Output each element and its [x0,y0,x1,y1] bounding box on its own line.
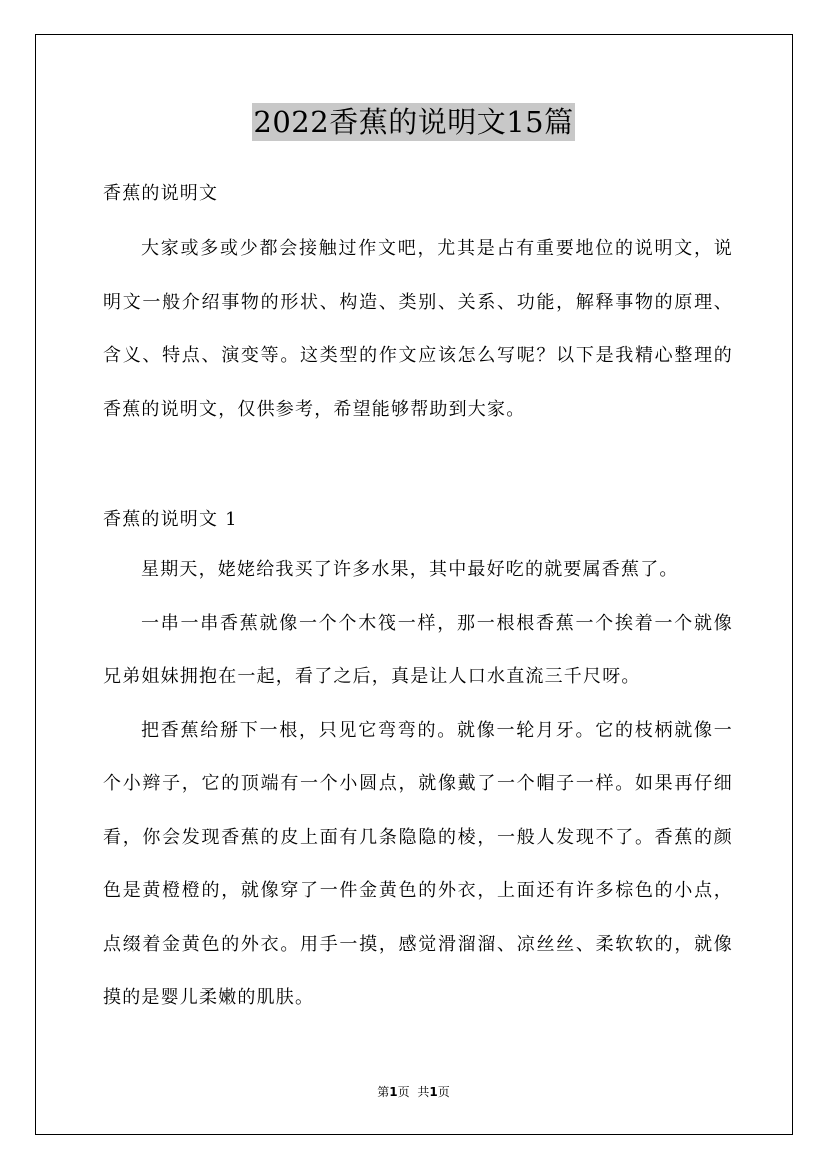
total-suffix: 页 [437,1085,450,1099]
body-block [103,543,733,1025]
total-prefix: 共 [417,1085,430,1099]
page-total: 1 [429,1085,438,1099]
intro-block [103,222,733,436]
title-container [0,103,827,141]
body-paragraph: 一串一串香蕉就像一个个木筏一样，那一根根香蕉一个挨着一个就像兄弟姐妹拥抱在一起，看了之后，真是让人口水直流三千尺呀。 [103,612,733,687]
page-current: 1 [389,1085,398,1099]
page-prefix: 第 [377,1085,390,1099]
body-paragraph: 把香蕉给掰下一根，只见它弯弯的。就像一轮月牙。它的枝柄就像一个小辫子，它的顶端有一个小圆点，就像戴了一个帽子一样。如果再仔细看，你会发现香蕉的皮上面有几条隐隐的棱，一般人发现不了。香蕉的颜色是黄橙橙的，就像穿了一件金黄色的外衣，上面还有许多棕色的小点，点缀着金黄色的外衣。用手一摸，感觉滑溜溜、凉丝丝、柔软软的，就像摸的是婴儿柔嫩的肌肤。 [103,719,733,1008]
page-suffix: 页 [397,1085,410,1099]
document-title: 2022香蕉的说明文15篇 [253,105,574,139]
section-heading-1: 香蕉的说明文 1 [103,509,238,530]
page-footer [0,1083,827,1100]
intro-paragraph: 大家或多或少都会接触过作文吧，尤其是占有重要地位的说明文，说明文一般介绍事物的形状、构造、类别、关系、功能，解释事物的原理、含义、特点、演变等。这类型的作文应该怎么写呢？以下是我精心整理的香蕉的说明文，仅供参考，希望能够帮助到大家。 [103,238,733,420]
body-paragraph: 星期天，姥姥给我买了许多水果，其中最好吃的就要属香蕉了。 [141,559,679,580]
section-heading: 香蕉的说明文 [103,183,219,204]
